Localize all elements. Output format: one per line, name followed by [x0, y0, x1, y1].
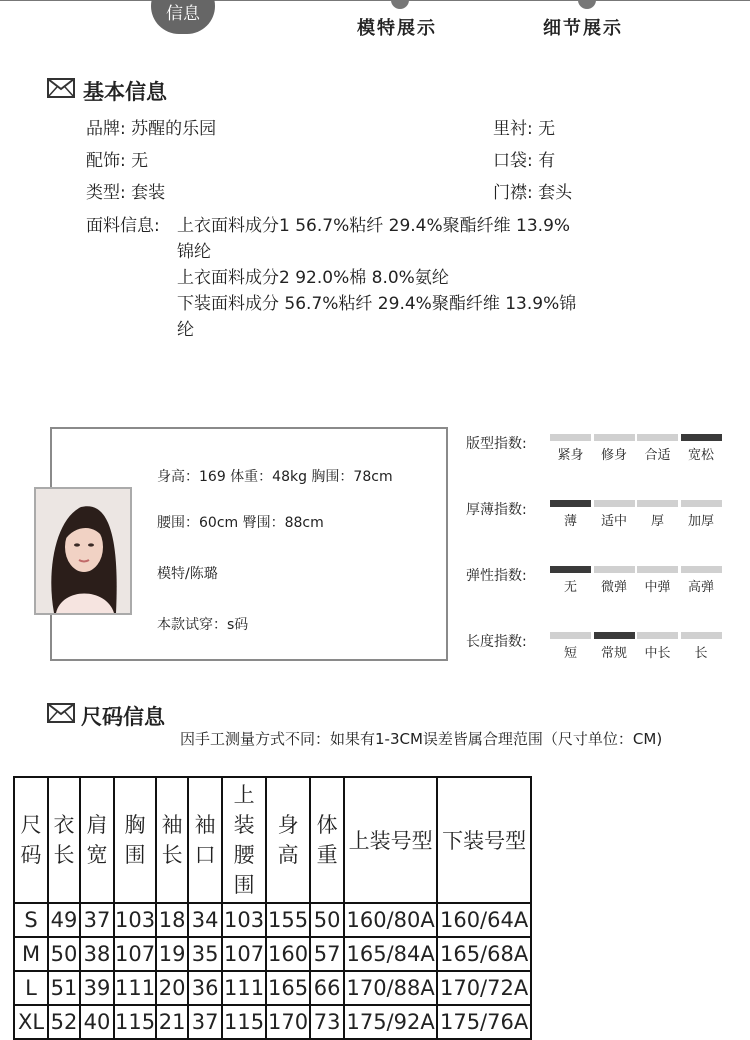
index-bar [637, 434, 678, 441]
lining-field: 里衬: 无 [493, 119, 556, 139]
tab-dot-details [578, 0, 596, 9]
index-bar [550, 566, 591, 573]
index-bar [594, 632, 635, 639]
placket-field: 门襟: 套头 [493, 183, 573, 203]
index-bar [594, 566, 635, 573]
index-bar [637, 632, 678, 639]
table-row: M 50 38 107 19 35 107 160 57 165/84A 165/68A [14, 937, 531, 971]
index-bar [550, 500, 591, 507]
header-cell: 下装号型 [437, 777, 531, 903]
model-measure-2: 腰围：60cm 臀围：88cm [157, 515, 324, 531]
index-option-label: 微弹 [600, 580, 627, 595]
model-photo [34, 487, 132, 615]
index-option-label: 加厚 [687, 514, 714, 529]
header-cell: 上装号型 [344, 777, 437, 903]
index-option-label: 常规 [600, 646, 627, 661]
index-option-label: 适中 [600, 514, 627, 529]
table-row: XL 52 40 115 21 37 115 170 73 175/92A 175/76A [14, 1005, 531, 1039]
index-bar [681, 434, 722, 441]
header-cell: 体重 [310, 777, 344, 903]
tab-detail-display[interactable]: 细节展示 [543, 18, 623, 39]
fabric-line: 锦纶 [177, 242, 211, 262]
thickness-index-label: 厚薄指数: [466, 502, 527, 518]
fit-index-label: 版型指数: [466, 436, 527, 452]
length-index-label: 长度指数: [466, 634, 527, 650]
index-option-label: 高弹 [687, 580, 714, 595]
type-field: 类型: 套装 [86, 183, 166, 203]
header-cell: 衣长 [48, 777, 80, 903]
index-bar [550, 434, 591, 441]
model-measure-1: 身高：169 体重：48kg 胸围：78cm [157, 469, 393, 485]
header-cell: 身高 [266, 777, 310, 903]
envelope-icon [47, 78, 75, 98]
index-bar [681, 566, 722, 573]
pocket-field: 口袋: 有 [493, 151, 556, 171]
fabric-label: 面料信息: [86, 216, 160, 236]
fabric-line: 纶 [177, 320, 194, 340]
tab-dot-models [391, 0, 409, 9]
index-bar [681, 500, 722, 507]
index-option-label: 修身 [600, 448, 627, 463]
header-cell: 上装腰围 [222, 777, 266, 903]
fabric-line: 上衣面料成分2 92.0%棉 8.0%氨纶 [177, 268, 449, 288]
model-name: 模特/陈璐 [157, 566, 218, 582]
tab-info[interactable] [151, 0, 215, 34]
brand-field: 品牌: 苏醒的乐园 [86, 119, 217, 139]
index-option-label: 紧身 [557, 448, 584, 463]
fabric-line: 上衣面料成分1 56.7%粘纤 29.4%聚酯纤维 13.9% [177, 216, 571, 236]
size-note: 因手工测量方式不同：如果有1-3CM误差皆属合理范围（尺寸单位：CM) [180, 730, 663, 748]
tab-info-label: 信息 [166, 4, 200, 24]
basic-info-title: 基本信息 [83, 80, 167, 104]
index-option-label: 厚 [650, 514, 664, 529]
elasticity-index-label: 弹性指数: [466, 568, 527, 584]
index-bar [594, 500, 635, 507]
size-table [13, 776, 532, 1040]
index-bar [637, 566, 678, 573]
index-option-label: 长 [694, 646, 708, 661]
header-cell: 尺码 [14, 777, 48, 903]
header-cell: 肩宽 [80, 777, 114, 903]
envelope-icon [47, 703, 75, 723]
table-row: S 49 37 103 18 34 103 155 50 160/80A 160/64A [14, 903, 531, 937]
index-option-label: 宽松 [687, 448, 714, 463]
header-cell: 袖长 [156, 777, 188, 903]
index-bar [637, 500, 678, 507]
index-bar [594, 434, 635, 441]
accessory-field: 配饰: 无 [86, 151, 149, 171]
header-cell: 胸围 [114, 777, 156, 903]
index-option-label: 短 [563, 646, 577, 661]
index-option-label: 中弹 [644, 580, 671, 595]
index-option-label: 中长 [644, 646, 671, 661]
tab-model-display[interactable]: 模特展示 [357, 18, 437, 39]
header-cell: 袖口 [188, 777, 222, 903]
index-bar [681, 632, 722, 639]
table-row: L 51 39 111 20 36 111 165 66 170/88A 170/72A [14, 971, 531, 1005]
fabric-line: 下装面料成分 56.7%粘纤 29.4%聚酯纤维 13.9%锦 [177, 294, 577, 314]
model-size-worn: 本款试穿：s码 [157, 617, 249, 633]
tab-strip-line [0, 0, 750, 1]
index-option-label: 无 [563, 580, 577, 595]
size-info-title: 尺码信息 [81, 705, 165, 729]
fabric-info [86, 213, 646, 343]
index-option-label: 合适 [644, 448, 671, 463]
size-table-header [14, 777, 531, 903]
index-option-label: 薄 [563, 514, 577, 529]
index-bar [550, 632, 591, 639]
